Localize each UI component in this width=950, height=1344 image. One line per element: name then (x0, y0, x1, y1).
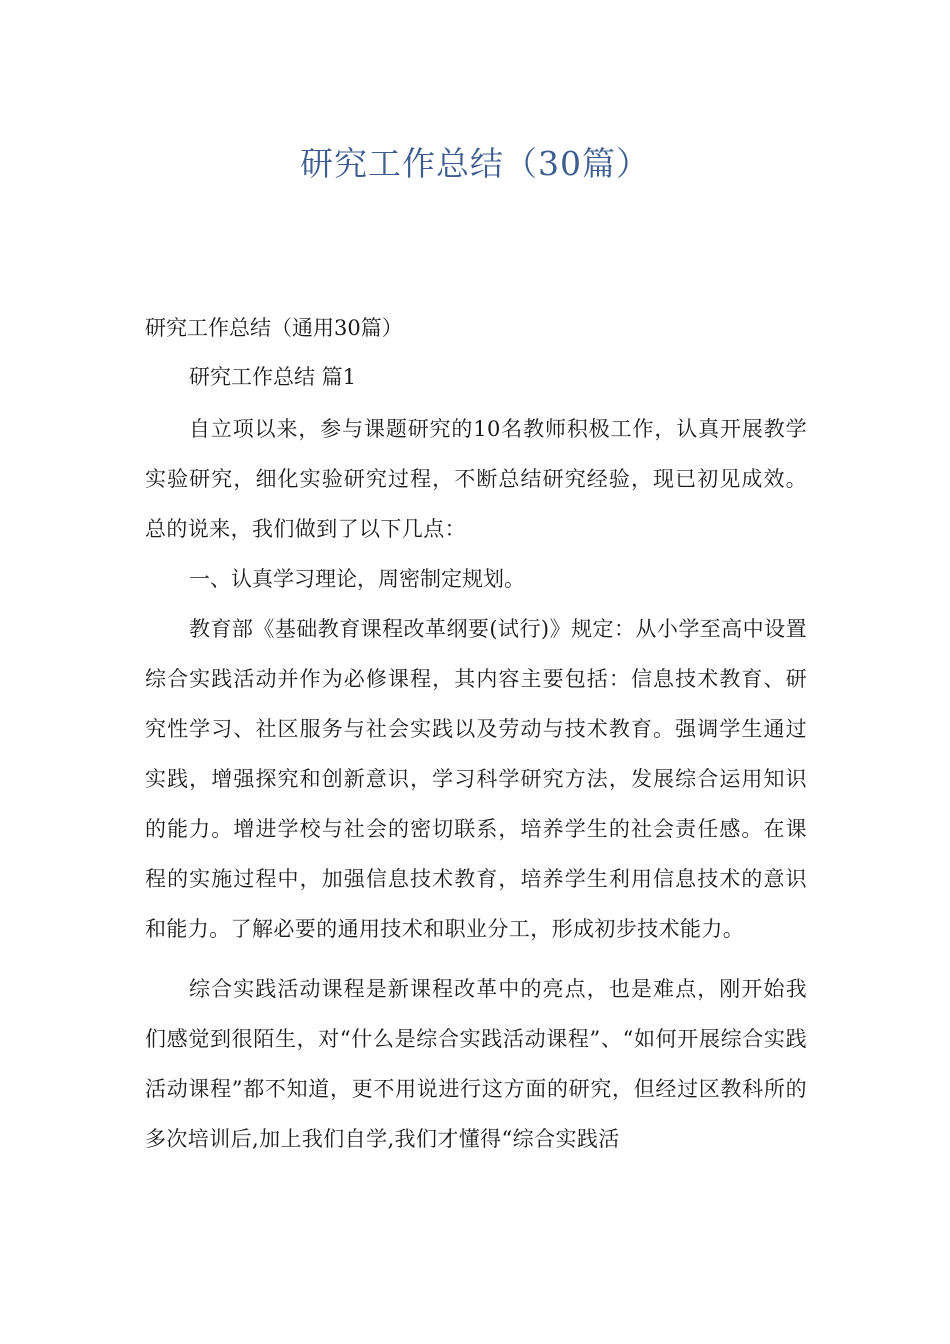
document-title: 研究工作总结（30篇） (300, 144, 650, 183)
section-heading: 研究工作总结 篇1 (189, 365, 357, 389)
paragraph-intro: 自立项以来，参与课题研究的10名教师积极工作，认真开展教学实验研究，细化实验研究过程，不断总结研究经验，现已初见成效。总的说来，我们做到了以下几点： (145, 417, 807, 541)
paragraph-point-one: 一、认真学习理论，周密制定规划。 (189, 567, 525, 591)
paragraph-curriculum-outline: 教育部《基础教育课程改革纲要(试行)》规定：从小学至高中设置综合实践活动并作为必修课程，其内容主要包括：信息技术教育、研究性学习、社区服务与社会实践以及劳动与技术教育。强调学生通过实践，增强探究和创新意识，学习科学研究方法，发展综合运用知识的能力。增进学校与社会的密切联系，培养学生的社会责任感。在课程的实施过程中，加强信息技术教育，培养学生利用信息技术的意识和能力。了解必要的通用技术和职业分工，形成初步技术能力。 (145, 617, 807, 941)
document-body (145, 306, 807, 1164)
document-subtitle: 研究工作总结（通用30篇） (145, 316, 403, 340)
paragraph-practice-course: 综合实践活动课程是新课程改革中的亮点，也是难点，刚开始我们感觉到很陌生，对“什么是综合实践活动课程”、“如何开展综合实践活动课程”都不知道，更不用说进行这方面的研究，但经过区教科所的多次培训后,加上我们自学,我们才懂得“综合实践活 (145, 977, 807, 1151)
